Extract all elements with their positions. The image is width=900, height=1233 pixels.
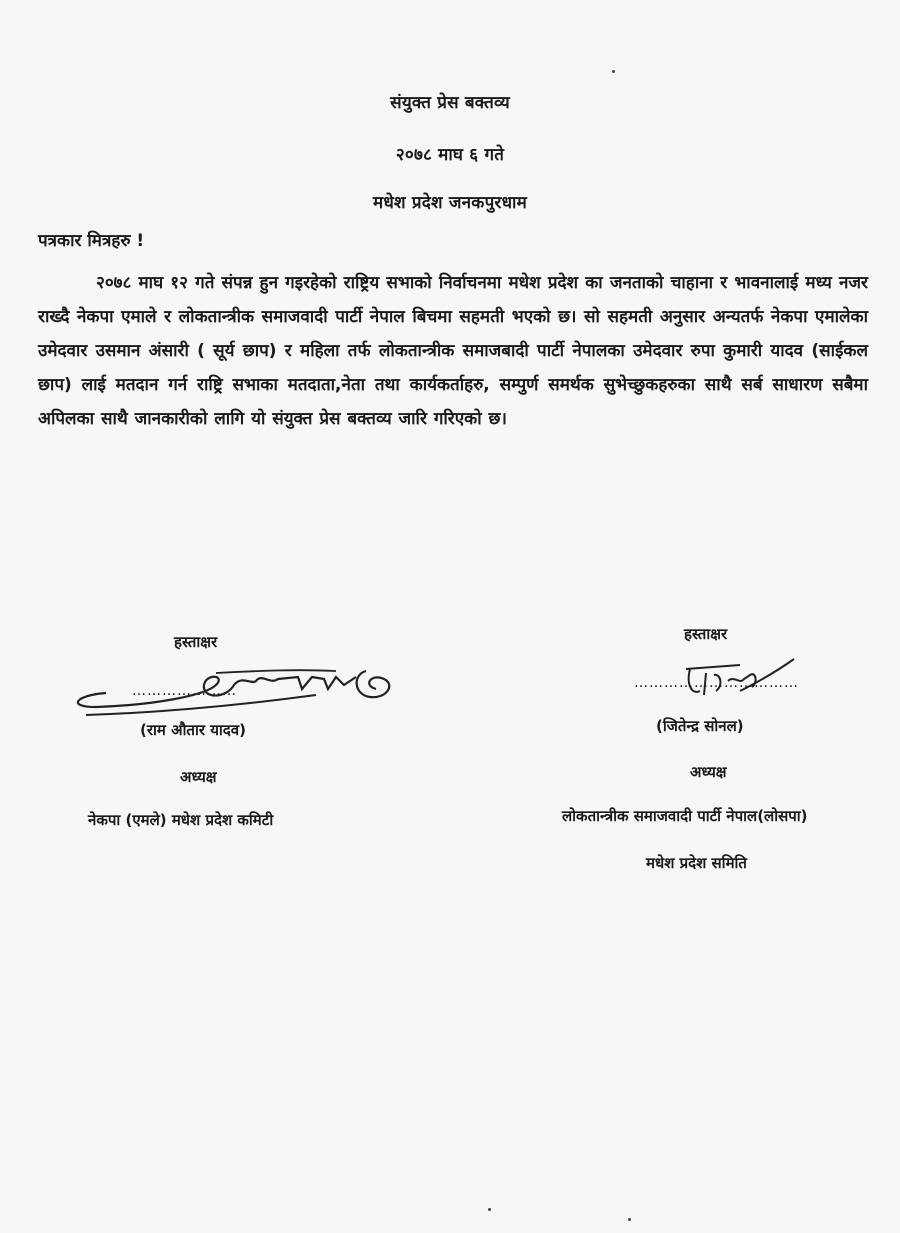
right-signature-line: …………………………… (634, 675, 799, 691)
left-signatory-title: अध्यक्ष (180, 768, 217, 786)
left-signature (66, 655, 406, 725)
right-signatory-organization: लोकतान्त्रीक समाजवादी पार्टी नेपाल(लोसपा) (562, 807, 808, 825)
left-sign-label: हस्ताक्षर (174, 633, 218, 651)
left-signature-line: ………………… (132, 683, 237, 699)
right-signatory-committee: मधेश प्रदेश समिति (646, 854, 747, 872)
right-signatory-name: (जितेन्द्र सोनल) (656, 717, 744, 735)
right-signature (680, 655, 800, 705)
statement-body: २०७८ माघ १२ गते संपन्न हुन गइरहेको राष्ट्रिय सभाको निर्वाचनमा मधेश प्रदेश का जनताको चाहाना र भावनालाई मध्य नजर राख्दै नेकपा एमाले र लोकतान्त्रीक समाजवादी पार्टी नेपाल बिचमा सहमती भएको छ। सो सहमती अनुसार अन्यतर्फ नेकपा एमालेका उमेदवार उसमान अंसारी ( सूर्य छाप) र महिला तर्फ लोकतान्त्रीक समाजबादी पार्टी नेपालका उमेदवार रुपा कुमारी यादव (साईकल छाप) लाई मतदान गर्न राष्ट्रि सभाका मतदाता,नेता तथा कार्यकर्ताहरु, सम्पुर्ण समर्थक सुभेच्छुकहरुका साथै सर्ब साधारण सबैमा अपिलका साथै जानकारीको लागि यो संयुक्त प्रेस बक्तव्य जारि गरिएको छ। (38, 273, 868, 429)
scan-speck (628, 1218, 631, 1221)
scan-speck (488, 1208, 491, 1211)
document-date: २०७८ माघ ६ गते (395, 145, 505, 165)
document-place: मधेश प्रदेश जनकपुरधाम (372, 193, 527, 213)
salutation: पत्रकार मित्रहरु ! (38, 231, 145, 251)
left-signatory-name: (राम औतार यादव) (140, 721, 246, 739)
document-heading: संयुक्त प्रेस बक्तव्य (390, 93, 510, 113)
scan-speck (612, 70, 615, 73)
left-signatory-organization: नेकपा (एमले) मधेश प्रदेश कमिटी (88, 811, 274, 829)
right-sign-label: हस्ताक्षर (684, 625, 728, 643)
right-signatory-title: अध्यक्ष (690, 763, 727, 781)
